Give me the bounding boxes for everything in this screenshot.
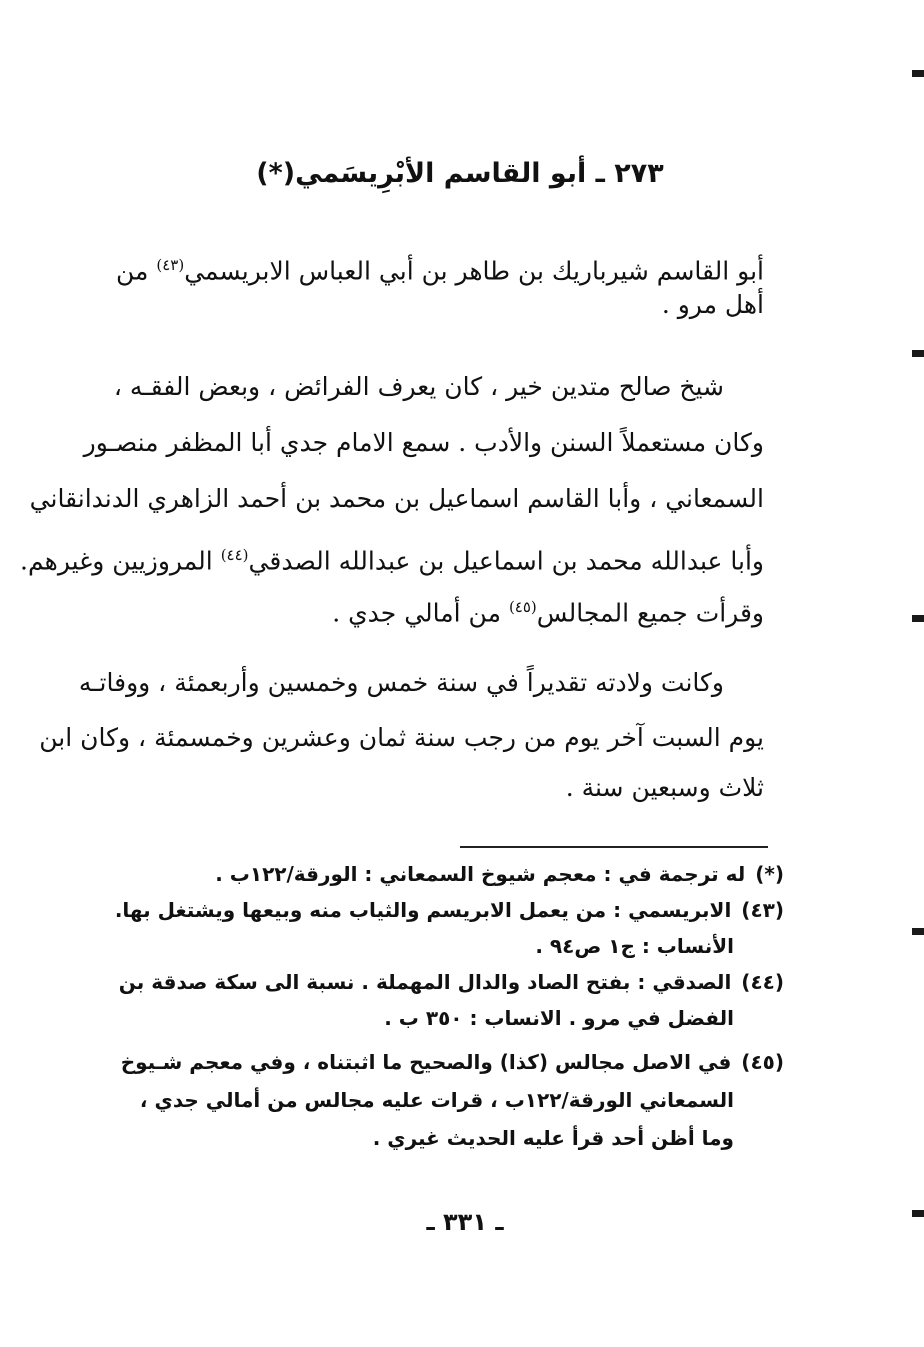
body-line: وأبا عبدالله محمد بن اسماعيل بن عبدالله الصدقي$^{(٤٤)}$ المروزيين وغيرهم. (20, 546, 764, 576)
body-line: يوم السبت آخر يوم من رجب سنة ثمان وعشرين وخمسمئة ، وكان ابن (39, 723, 764, 752)
page-number: ـ ٣٣١ ـ (426, 1208, 504, 1236)
footnote-continuation: وما أظن أحد قرأ عليه الحديث غيري . (372, 1126, 734, 1150)
body-line: وكان مستعملاً السنن والأدب . سمع الامام جدي أبا المظفر منصـور (83, 428, 764, 457)
footnote-ref: (٤٣) (156, 256, 185, 274)
body-line: وكانت ولادته تقديراً في سنة خمس وخمسين وأربعمئة ، ووفاتـه (78, 668, 724, 697)
footnote-number: (*) (755, 862, 784, 886)
body-line: ثلاث وسبعين سنة . (565, 773, 764, 802)
footnote: (٤٥)في الاصل مجالس (كذا) والصحيح ما اثبتناه ، وفي معجم شـيوخ (120, 1050, 784, 1074)
scan-edge-mark (912, 70, 924, 77)
footnote-number: (٤٣) (741, 898, 784, 922)
footnote: (٤٣)الابريسمي : من يعمل الابريسم والثياب منه وبيعها ويشتغل بها. (114, 898, 784, 922)
scan-edge-mark (912, 928, 924, 935)
body-line: وقرأت جميع المجالس$^{(٤٥)}$ من أمالي جدي . (332, 598, 764, 628)
footnote: (٤٤)الصدقي : بفتح الصاد والدال المهملة . نسبة الى سكة صدقة بن (118, 970, 784, 994)
footnote-continuation: الفضل في مرو . الانساب : ٣٥٠ ب . (384, 1006, 734, 1030)
footnote-ref: (٤٤) (220, 546, 249, 564)
scan-edge-mark (912, 1210, 924, 1217)
body-line: شيخ صالح متدين خير ، كان يعرف الفرائض ، وبعض الفقـه ، (113, 372, 724, 401)
scan-edge-mark (912, 350, 924, 357)
footnote-number: (٤٤) (741, 970, 784, 994)
footnote-ref: (٤٥) (508, 598, 537, 616)
footnote-continuation: السمعاني الورقة/١٢٢ب ، قرات عليه مجالس من أمالي جدي ، (139, 1088, 734, 1112)
scan-edge-mark (912, 615, 924, 622)
footnote-number: (٤٥) (741, 1050, 784, 1074)
footnote: (*)له ترجمة في : معجم شيوخ السمعاني : الورقة/١٢٢ب . (215, 862, 784, 886)
body-line: أهل مرو . (661, 290, 764, 319)
entry-title: ٢٧٣ ـ أبو القاسم الأبْرِيسَمي(*) (256, 158, 664, 189)
footnote-continuation: الأنساب : ج١ ص٩٤ . (535, 934, 734, 958)
body-line: السمعاني ، وأبا القاسم اسماعيل بن محمد بن أحمد الزاهري الدندانقاني (29, 484, 764, 513)
footnote-separator (460, 846, 768, 848)
body-line: أبو القاسم شيرباريك بن طاهر بن أبي العباس الابريسمي$^{(٤٣)}$ من (115, 256, 764, 286)
